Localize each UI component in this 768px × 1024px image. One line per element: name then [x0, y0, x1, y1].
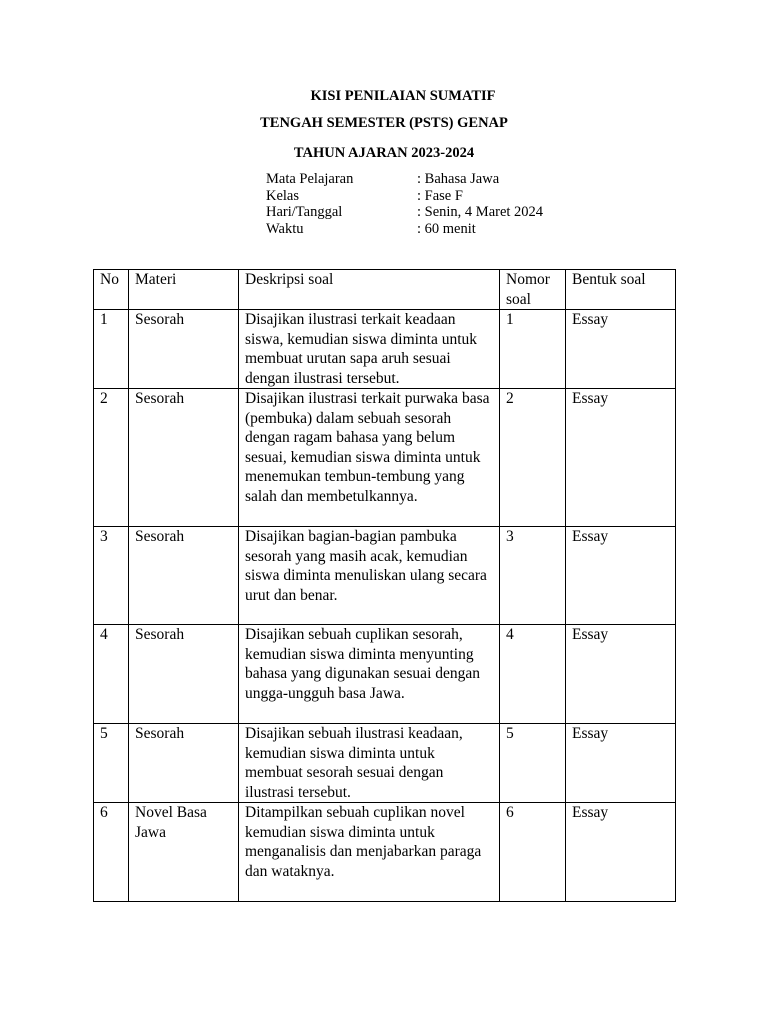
cell-materi: Sesorah [129, 724, 239, 803]
cell-bentuk: Essay [566, 724, 676, 803]
cell-bentuk: Essay [566, 389, 676, 527]
cell-deskripsi: Disajikan ilustrasi terkait purwaka basa (pembuka) dalam sebuah sesorah dengan ragam bahasa yang belum sesuai, kemudian siswa diminta untuk menemukan tembun-tembung yang salah dan membetulkannya. [239, 389, 500, 527]
cell-bentuk: Essay [566, 625, 676, 724]
table-row [94, 527, 676, 625]
document-title: KISI PENILAIAN SUMATIF [310, 88, 496, 104]
cell-nomor: 3 [500, 527, 566, 625]
table-row [94, 625, 676, 724]
cell-deskripsi: Disajikan ilustrasi terkait keadaan siswa, kemudian siswa diminta untuk membuat urutan sapa aruh sesuai dengan ilustrasi tersebut. [239, 310, 500, 389]
cell-deskripsi: Disajikan sebuah ilustrasi keadaan, kemudian siswa diminta untuk membuat sesorah sesuai dengan ilustrasi tersebut. [239, 724, 500, 803]
cell-deskripsi: Disajikan sebuah cuplikan sesorah, kemudian siswa diminta menyunting bahasa yang digunakan sesuai dengan ungga-ungguh basa Jawa. [239, 625, 500, 724]
table-row [94, 389, 676, 527]
cell-no: 2 [94, 389, 129, 527]
header-materi: Materi [129, 270, 239, 310]
header-bentuk: Bentuk soal [566, 270, 676, 310]
document-subtitle: TENGAH SEMESTER (PSTS) GENAP [260, 115, 508, 131]
cell-materi: Sesorah [129, 625, 239, 724]
cell-no: 5 [94, 724, 129, 803]
cell-no: 3 [94, 527, 129, 625]
kisi-table [93, 269, 676, 902]
info-value: : Senin, 4 Maret 2024 [417, 204, 544, 220]
cell-no: 1 [94, 310, 129, 389]
cell-bentuk: Essay [566, 310, 676, 389]
cell-deskripsi: Ditampilkan sebuah cuplikan novel kemudian siswa diminta untuk menganalisis dan menjabarkan paraga dan wataknya. [239, 803, 500, 902]
table-row [94, 724, 676, 803]
cell-nomor: 1 [500, 310, 566, 389]
cell-nomor: 5 [500, 724, 566, 803]
cell-bentuk: Essay [566, 527, 676, 625]
table-row [94, 310, 676, 389]
info-label: Kelas [266, 187, 300, 204]
header-nomor: Nomor soal [500, 270, 566, 310]
cell-materi: Sesorah [129, 389, 239, 527]
info-label: Mata Pelajaran [266, 171, 354, 187]
document-school-year: TAHUN AJARAN 2023-2024 [293, 145, 475, 161]
cell-no: 6 [94, 803, 129, 902]
cell-materi: Novel Basa Jawa [129, 803, 239, 902]
cell-bentuk: Essay [566, 803, 676, 902]
cell-nomor: 6 [500, 803, 566, 902]
table-row [94, 803, 676, 902]
table-header-row [94, 270, 676, 310]
cell-materi: Sesorah [129, 310, 239, 389]
cell-nomor: 2 [500, 389, 566, 527]
header-no: No [94, 270, 129, 310]
header-deskripsi: Deskripsi soal [239, 270, 500, 310]
cell-nomor: 4 [500, 625, 566, 724]
info-value: : 60 menit [417, 220, 476, 237]
info-label: Waktu [266, 220, 304, 237]
info-value: : Fase F [417, 187, 463, 204]
cell-materi: Sesorah [129, 527, 239, 625]
cell-deskripsi: Disajikan bagian-bagian pambuka sesorah yang masih acak, kemudian siswa diminta menuliskan ulang secara urut dan benar. [239, 527, 500, 625]
cell-no: 4 [94, 625, 129, 724]
info-value: : Bahasa Jawa [417, 171, 500, 187]
info-label: Hari/Tanggal [266, 204, 343, 220]
